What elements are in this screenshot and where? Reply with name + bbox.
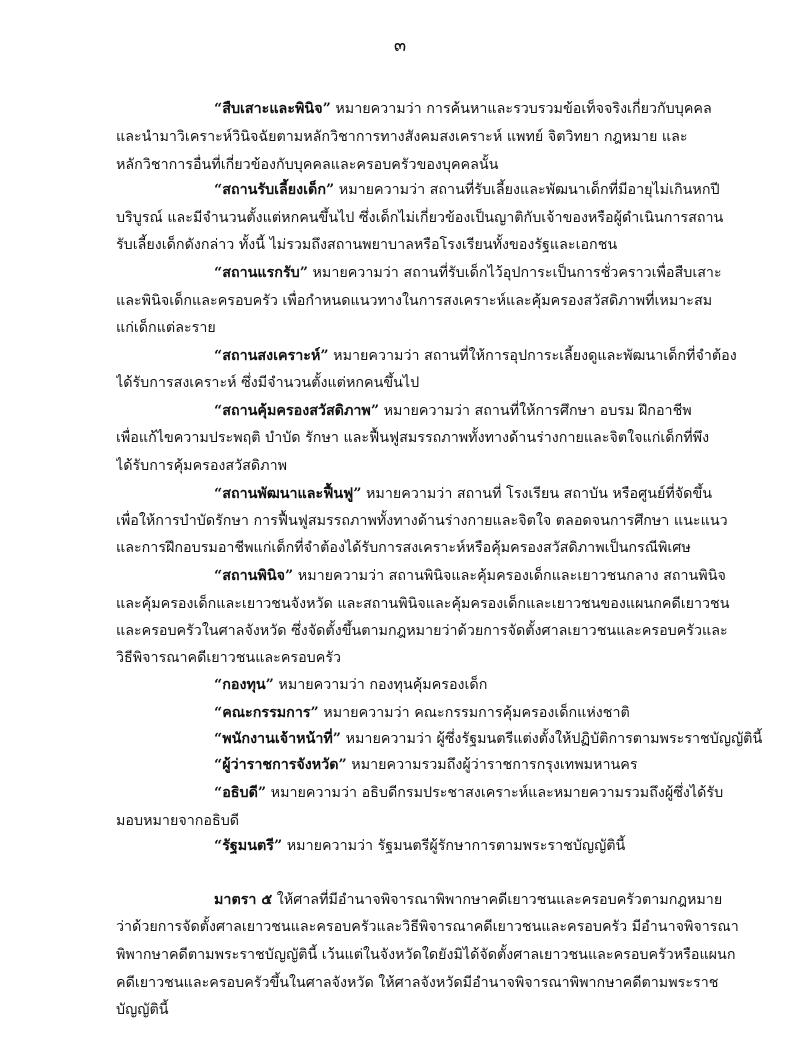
definition-first-line	[214, 752, 782, 778]
definition-text: เพื่อแก้ไขความประพฤติ บำบัด รักษา และฟื้นฟูสมรรถภาพทั้งทางด้านร่างกายและจิตใจแก่เด็กที่พึง	[116, 430, 710, 446]
definition-term: “สืบเสาะและพินิจ”	[214, 101, 331, 117]
definition-text: แก่เด็กแต่ละราย	[116, 320, 216, 336]
section-text: คดีเยาวชนและครอบครัวขึ้นในศาลจังหวัด ให้ศาลจังหวัดมีอำนาจพิจารณาพิพากษาคดีตามพระราช	[116, 975, 719, 991]
definition-first-line	[214, 672, 782, 698]
definition-text: หมายความว่า กองทุนคุ้มครองเด็ก	[273, 677, 488, 693]
section-text: พิพากษาคดีตามพระราชบัญญัตินี้ เว้นแต่ในจังหวัดใดยังมิได้จัดตั้งศาลเยาวชนและครอบครัวหรือแผนก	[116, 947, 736, 963]
definition-continuation-line	[116, 205, 782, 231]
definition-text: เพื่อให้การบำบัดรักษา การฟื้นฟูสมรรถภาพทั้งทางด้านร่างกายและจิตใจ ตลอดจนการศึกษา แนะแนว	[116, 513, 728, 529]
section-continuation-line	[116, 970, 782, 996]
definition-first-line	[214, 177, 782, 203]
definition-term: “สถานพัฒนาและฟื้นฟู”	[214, 486, 362, 502]
definition-continuation-line	[116, 618, 782, 644]
definition-text: หมายความว่า การค้นหาและรวบรวมข้อเท็จจริงเกี่ยวกับบุคคล	[330, 101, 712, 117]
definition-text: รับเลี้ยงเด็กดังกล่าว ทั้งนี้ ไม่รวมถึงสถานพยาบาลหรือโรงเรียนทั้งของรัฐและเอกชน	[116, 237, 618, 253]
definition-text: หมายความว่า สถานที่รับเด็กไว้อุปการะเป็นการชั่วคราวเพื่อสืบเสาะ	[307, 265, 722, 281]
definition-first-line	[214, 700, 782, 726]
definition-text: และครอบครัวในศาลจังหวัด ซึ่งจัดตั้งขึ้นตามกฎหมายว่าด้วยการจัดตั้งศาลเยาวชนและครอบครัวและ	[116, 623, 728, 639]
definition-term: “รัฐมนตรี”	[214, 838, 283, 854]
definition-first-line	[214, 833, 782, 859]
definition-text: และการฝึกอบรมอาชีพแก่เด็กที่จำต้องได้รับการสงเคราะห์หรือคุ้มครองสวัสดิภาพเป็นกรณีพิเศษ	[116, 540, 691, 556]
definition-continuation-line	[116, 453, 782, 479]
definition-term: “อธิบดี”	[214, 785, 267, 801]
definition-term: “สถานรับเลี้ยงเด็ก”	[214, 182, 335, 198]
definition-continuation-line	[116, 808, 782, 834]
definition-continuation-line	[116, 232, 782, 258]
definition-text: หมายความรวมถึงผู้ว่าราชการกรุงเทพมหานคร	[346, 757, 638, 773]
definition-continuation-line	[116, 425, 782, 451]
definition-continuation-line	[116, 591, 782, 617]
definition-continuation-line	[116, 315, 782, 341]
definition-term: “คณะกรรมการ”	[214, 705, 319, 721]
definition-continuation-line	[116, 370, 782, 396]
definition-continuation-line	[116, 535, 782, 561]
section-text: ว่าด้วยการจัดตั้งศาลเยาวชนและครอบครัวและวิธีพิจารณาคดีเยาวชนและครอบครัว มีอำนาจพิจารณา	[116, 919, 739, 935]
definition-text: และพินิจเด็กและครอบครัว เพื่อกำหนดแนวทางในการสงเคราะห์และคุ้มครองสวัสดิภาพที่เหมาะสม	[116, 293, 713, 309]
section-continuation-line	[116, 997, 782, 1023]
definition-continuation-line	[116, 508, 782, 534]
definition-text: หมายความว่า สถานที่ให้การอุปการะเลี้ยงดูและพัฒนาเด็กที่จำต้อง	[328, 348, 737, 364]
definition-term: “พนักงานเจ้าหน้าที่”	[214, 731, 342, 747]
definition-text: หลักวิชาการอื่นที่เกี่ยวข้องกับบุคคลและครอบครัวของบุคคลนั้น	[116, 157, 499, 173]
page-number: ๓	[393, 35, 407, 56]
definition-first-line	[214, 398, 782, 424]
definition-first-line	[214, 96, 782, 122]
definition-text: หมายความว่า อธิบดีกรมประชาสงเคราะห์และหมายความรวมถึงผู้ซึ่งได้รับ	[266, 785, 724, 801]
definition-term: “สถานแรกรับ”	[214, 265, 308, 281]
definition-term: “กองทุน”	[214, 677, 274, 693]
definition-continuation-line	[116, 152, 782, 178]
definition-text: หมายความว่า สถานที่ให้การศึกษา อบรม ฝึกอาชีพ	[379, 403, 692, 419]
definition-text: ได้รับการคุ้มครองสวัสดิภาพ	[116, 458, 288, 474]
definition-text: และคุ้มครองเด็กและเยาวชนจังหวัด และสถานพินิจและคุ้มครองเด็กและเยาวชนของแผนกคดีเยาวชน	[116, 596, 730, 612]
definition-text: หมายความว่า รัฐมนตรีผู้รักษาการตามพระราชบัญญัตินี้	[282, 838, 626, 854]
definition-term: “สถานสงเคราะห์”	[214, 348, 329, 364]
definition-text: หมายความว่า ผู้ซึ่งรัฐมนตรีแต่งตั้งให้ปฏิบัติการตามพระราชบัญญัตินี้	[341, 731, 763, 747]
definition-text: หมายความว่า คณะกรรมการคุ้มครองเด็กแห่งชาติ	[318, 705, 630, 721]
definition-text: หมายความว่า สถานที่รับเลี้ยงและพัฒนาเด็กที่มีอายุไม่เกินหกปี	[334, 182, 720, 198]
definition-text: มอบหมายจากอธิบดี	[116, 813, 240, 829]
definition-first-line	[214, 260, 782, 286]
section-label: มาตรา ๕	[214, 892, 273, 908]
definition-text: หมายความว่า สถานพินิจและคุ้มครองเด็กและเยาวชนกลาง สถานพินิจ	[293, 568, 726, 584]
definition-continuation-line	[116, 645, 782, 671]
section-text: บัญญัตินี้	[116, 1002, 169, 1018]
definition-first-line	[214, 780, 782, 806]
definition-first-line	[214, 563, 782, 589]
definition-term: “ผู้ว่าราชการจังหวัด”	[214, 757, 347, 773]
definition-text: บริบูรณ์ และมีจำนวนตั้งแต่หกคนขึ้นไป ซึ่งเด็กไม่เกี่ยวข้องเป็นญาติกับเจ้าของหรือผู้ดำเนินการสถาน	[116, 210, 724, 226]
definition-text: หมายความว่า สถานที่ โรงเรียน สถาบัน หรือศูนย์ที่จัดขึ้น	[361, 486, 712, 502]
section-first-line	[214, 887, 782, 913]
section-continuation-line	[116, 942, 782, 968]
definition-text: และนำมาวิเคราะห์วินิจฉัยตามหลักวิชาการทางสังคมสงเคราะห์ แพทย์ จิตวิทยา กฎหมาย และ	[116, 129, 688, 145]
definition-text: วิธีพิจารณาคดีเยาวชนและครอบครัว	[116, 650, 342, 666]
definition-continuation-line	[116, 288, 782, 314]
definition-first-line	[214, 343, 782, 369]
definition-continuation-line	[116, 124, 782, 150]
definition-term: “สถานพินิจ”	[214, 568, 294, 584]
section-continuation-line	[116, 914, 782, 940]
definition-first-line	[214, 481, 782, 507]
definition-term: “สถานคุ้มครองสวัสดิภาพ”	[214, 403, 380, 419]
definition-text: ได้รับการสงเคราะห์ ซึ่งมีจำนวนตั้งแต่หกคนขึ้นไป	[116, 375, 420, 391]
definition-first-line	[214, 726, 782, 752]
section-text: ให้ศาลที่มีอำนาจพิจารณาพิพากษาคดีเยาวชนและครอบครัวตามกฎหมาย	[272, 892, 723, 908]
